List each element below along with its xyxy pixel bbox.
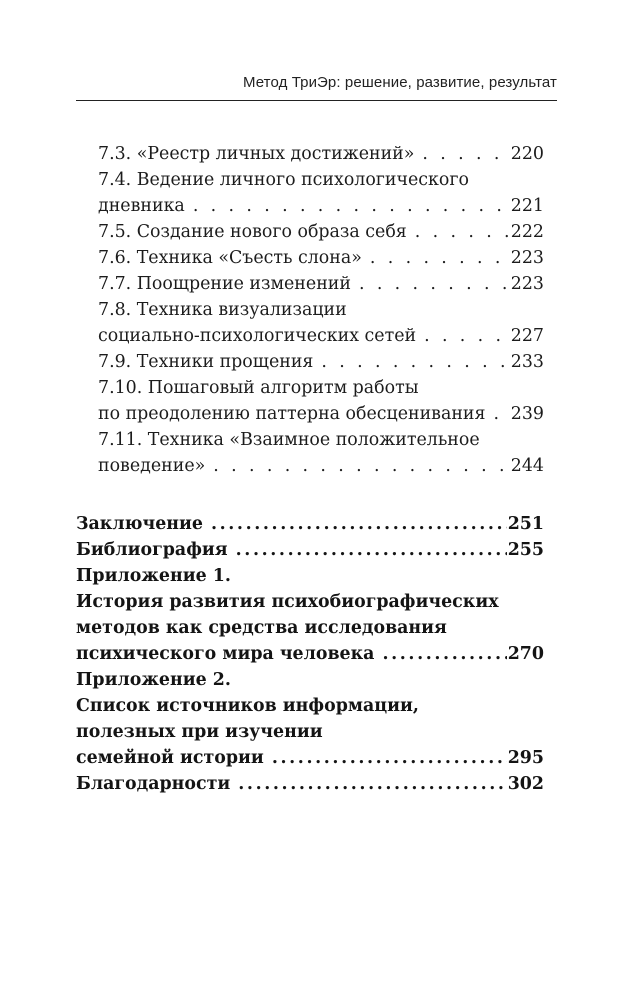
- leader-dots: [236, 537, 507, 563]
- toc-entry-title: Заключение: [76, 514, 203, 534]
- leader-dots: [422, 141, 508, 167]
- toc-entry-title: 7.6. Техника «Съесть слона»: [98, 248, 362, 268]
- toc-entry-7-3[interactable]: [98, 141, 544, 167]
- toc-page-number: 295: [507, 748, 544, 768]
- toc-entry-title: 7.11. Техника «Взаимное положительное: [98, 430, 480, 450]
- toc-entry-appendix-2-label[interactable]: [76, 667, 544, 693]
- toc-entry-title: Приложение 2.: [76, 670, 231, 690]
- toc-entry-7-8-line2[interactable]: [98, 323, 544, 349]
- leader-dots: [211, 511, 507, 537]
- toc-entry-7-5[interactable]: [98, 219, 544, 245]
- toc-entry-title: 7.9. Техники прощения: [98, 352, 314, 372]
- toc-page-number: 227: [510, 326, 544, 346]
- leader-dots: [272, 745, 507, 771]
- toc-entry-title: дневника: [98, 196, 185, 216]
- toc-page-number: 255: [507, 540, 544, 560]
- toc-page-number: 223: [510, 248, 544, 268]
- toc-entry-bibliography[interactable]: [76, 537, 544, 563]
- toc-page-number: 223: [510, 274, 544, 294]
- toc-entry-7-11-line1[interactable]: [98, 427, 544, 453]
- toc-entry-7-4-line1[interactable]: [98, 167, 544, 193]
- toc-page-number: 244: [510, 456, 544, 476]
- toc-entry-title: полезных при изучении: [76, 722, 323, 742]
- toc-entry-7-7[interactable]: [98, 271, 544, 297]
- toc-page-number: 221: [510, 196, 544, 216]
- toc-entry-title: Библиография: [76, 540, 228, 560]
- leader-dots: [213, 453, 509, 479]
- toc-entry-7-11-line2[interactable]: [98, 453, 544, 479]
- leader-dots: [424, 323, 509, 349]
- toc-page-number: 222: [510, 222, 544, 242]
- toc-entry-appendix-2-line1[interactable]: [76, 693, 544, 719]
- toc-entry-title: Приложение 1.: [76, 566, 231, 586]
- toc-entry-appendix-1-line3[interactable]: [76, 641, 544, 667]
- toc-entry-title: Благодарности: [76, 774, 231, 794]
- leader-dots: [193, 193, 509, 219]
- toc-entry-appendix-1-line2[interactable]: [76, 615, 544, 641]
- leader-dots: [494, 401, 509, 427]
- toc-entry-title: 7.4. Ведение личного психологического: [98, 170, 469, 190]
- toc-entry-appendix-2-line3[interactable]: [76, 745, 544, 771]
- toc-page-number: 220: [510, 144, 544, 164]
- toc-entry-title: 7.7. Поощрение изменений: [98, 274, 351, 294]
- toc-entry-7-10-line1[interactable]: [98, 375, 544, 401]
- toc-entry-title: психического мира человека: [76, 644, 375, 664]
- leader-dots: [370, 245, 509, 271]
- toc-entry-7-4-line2[interactable]: [98, 193, 544, 219]
- toc-entry-title: методов как средства исследования: [76, 618, 447, 638]
- toc-page-number: 239: [510, 404, 544, 424]
- toc-entry-title: 7.10. Пошаговый алгоритм работы: [98, 378, 419, 398]
- leader-dots: [359, 271, 509, 297]
- header-rule: [76, 100, 557, 101]
- toc-entry-7-8-line1[interactable]: [98, 297, 544, 323]
- toc-page-number: 270: [507, 644, 544, 664]
- toc-entry-title: 7.3. «Реестр личных достижений»: [98, 144, 415, 164]
- toc-entry-appendix-2-line2[interactable]: [76, 719, 544, 745]
- toc-entry-7-10-line2[interactable]: [98, 401, 544, 427]
- toc-entry-7-6[interactable]: [98, 245, 544, 271]
- toc-page-number: 302: [507, 774, 544, 794]
- toc-entry-title: 7.8. Техника визуализации: [98, 300, 347, 320]
- toc-entry-title: 7.5. Создание нового образа себя: [98, 222, 407, 242]
- running-header-title: Метод ТриЭр: решение, развитие, результат: [242, 74, 557, 91]
- leader-dots: [321, 349, 508, 375]
- toc-entry-title: Список источников информации,: [76, 696, 419, 716]
- toc-entry-title: семейной истории: [76, 748, 264, 768]
- toc-entry-conclusion[interactable]: [76, 511, 544, 537]
- toc-entry-title: социально-психологических сетей: [98, 326, 417, 346]
- leader-dots: [382, 641, 506, 667]
- toc-entry-title: поведение»: [98, 456, 206, 476]
- toc-entry-title: по преодолению паттерна обесценивания: [98, 404, 486, 424]
- leader-dots: [415, 219, 509, 245]
- leader-dots: [238, 771, 506, 797]
- toc-entry-appendix-1-line1[interactable]: [76, 589, 544, 615]
- toc-entry-title: История развития психобиографических: [76, 592, 499, 612]
- toc-entry-acknowledgements[interactable]: [76, 771, 544, 797]
- toc-entry-appendix-1-label[interactable]: [76, 563, 544, 589]
- toc-page-number: 233: [510, 352, 544, 372]
- toc-entry-7-9[interactable]: [98, 349, 544, 375]
- toc-page-number: 251: [507, 514, 544, 534]
